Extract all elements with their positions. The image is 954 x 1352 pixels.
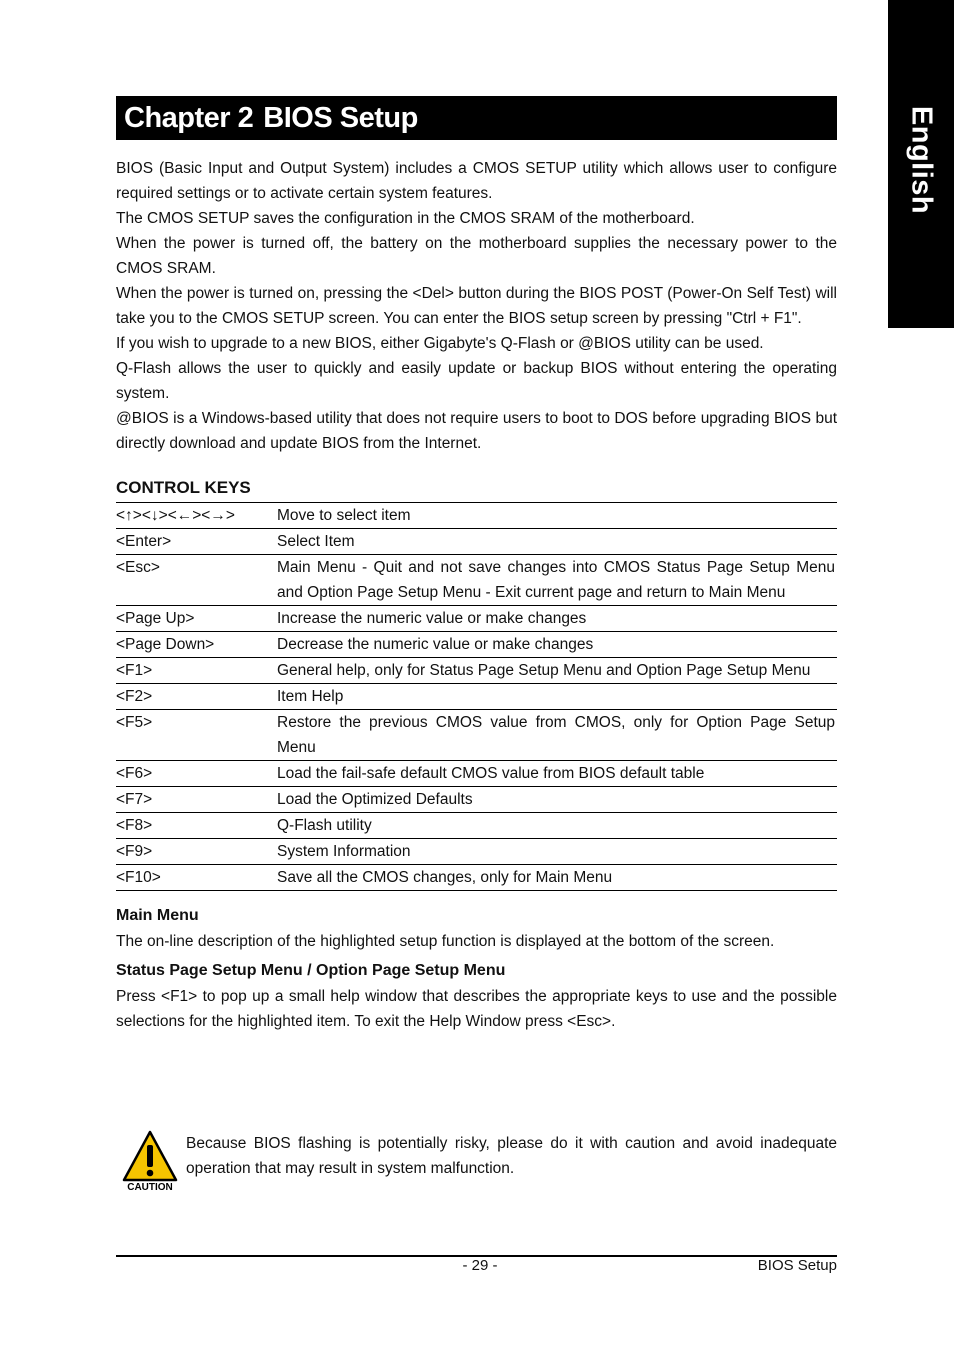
status-menu-text: Press <F1> to pop up a small help window that describes the appropriate keys to use and the possible selections for the highlighted item. To exit the Help Window press <Esc>. bbox=[116, 988, 837, 1030]
chapter-heading bbox=[116, 96, 837, 140]
caution-icon bbox=[120, 1130, 180, 1194]
description-cell: Move to select item bbox=[277, 507, 411, 524]
table-row bbox=[116, 839, 837, 865]
table-row bbox=[116, 529, 837, 555]
control-keys-table bbox=[116, 502, 837, 891]
table-row bbox=[116, 606, 837, 632]
key-cell: <F8> bbox=[116, 817, 153, 834]
description-cell: Item Help bbox=[277, 688, 344, 705]
table-row bbox=[116, 684, 837, 710]
key-cell: <F10> bbox=[116, 869, 161, 886]
intro-paragraph: When the power is turned off, the battery on the motherboard supplies the necessary power to the CMOS SRAM. bbox=[116, 235, 837, 277]
description-cell: Main Menu - Quit and not save changes into CMOS Status Page Setup Menu and Option Page Setup Menu - Exit current page and return to Main Menu bbox=[277, 559, 835, 601]
language-tab bbox=[888, 0, 954, 328]
caution-text: Because BIOS flashing is potentially risky, please do it with caution and avoid inadequate operation that may result in system malfunction. bbox=[186, 1135, 837, 1177]
key-cell: <↑><↓><←><→> bbox=[116, 507, 235, 524]
table-row bbox=[116, 555, 837, 606]
intro-paragraph: If you wish to upgrade to a new BIOS, either Gigabyte's Q-Flash or @BIOS utility can be used. bbox=[116, 335, 764, 352]
description-cell: General help, only for Status Page Setup Menu and Option Page Setup Menu bbox=[277, 662, 811, 679]
table-row bbox=[116, 865, 837, 891]
chapter-number: Chapter 2 bbox=[124, 102, 254, 134]
description-cell: Load the fail-safe default CMOS value from BIOS default table bbox=[277, 765, 705, 782]
key-cell: <F5> bbox=[116, 714, 153, 731]
description-cell: Save all the CMOS changes, only for Main Menu bbox=[277, 869, 613, 886]
table-row bbox=[116, 710, 837, 761]
table-row bbox=[116, 632, 837, 658]
description-cell: Increase the numeric value or make changes bbox=[277, 610, 587, 627]
page-number: - 29 - bbox=[462, 1257, 498, 1274]
table-row bbox=[116, 503, 837, 529]
main-menu-heading: Main Menu bbox=[116, 907, 199, 924]
table-row bbox=[116, 813, 837, 839]
table-row bbox=[116, 761, 837, 787]
table-row bbox=[116, 787, 837, 813]
key-cell: <F1> bbox=[116, 662, 153, 679]
key-cell: <F9> bbox=[116, 843, 153, 860]
intro-paragraph: The CMOS SETUP saves the configuration in the CMOS SRAM of the motherboard. bbox=[116, 210, 695, 227]
key-cell: <Page Up> bbox=[116, 610, 195, 627]
status-menu-heading: Status Page Setup Menu / Option Page Setup Menu bbox=[116, 962, 506, 979]
key-cell: <F6> bbox=[116, 765, 153, 782]
page-content bbox=[116, 156, 837, 1034]
description-cell: Select Item bbox=[277, 533, 355, 550]
main-menu-text: The on-line description of the highlighted setup function is displayed at the bottom of the screen. bbox=[116, 933, 775, 950]
intro-paragraph: When the power is turned on, pressing the <Del> button during the BIOS POST (Power-On Self Test) will take you to the CMOS SETUP screen. You can enter the BIOS setup screen by pressing "Ctrl + F1". bbox=[116, 285, 837, 327]
key-cell: <Page Down> bbox=[116, 636, 215, 653]
intro-paragraph: BIOS (Basic Input and Output System) includes a CMOS SETUP utility which allows user to configure required settings or to activate certain system features. bbox=[116, 160, 837, 202]
key-cell: <Enter> bbox=[116, 533, 172, 550]
description-cell: System Information bbox=[277, 843, 411, 860]
intro-paragraph: @BIOS is a Windows-based utility that does not require users to boot to DOS before upgrading BIOS but directly download and update BIOS from the Internet. bbox=[116, 410, 837, 452]
language-tab-label: English bbox=[905, 105, 938, 215]
key-cell: <F2> bbox=[116, 688, 153, 705]
description-cell: Q-Flash utility bbox=[277, 817, 372, 834]
description-cell: Decrease the numeric value or make changes bbox=[277, 636, 594, 653]
table-row bbox=[116, 658, 837, 684]
description-cell: Restore the previous CMOS value from CMOS, only for Option Page Setup Menu bbox=[277, 714, 835, 756]
key-cell: <Esc> bbox=[116, 559, 160, 576]
chapter-title: BIOS Setup bbox=[263, 102, 418, 134]
key-cell: <F7> bbox=[116, 791, 153, 808]
control-keys-heading: CONTROL KEYS bbox=[116, 478, 251, 497]
intro-paragraph: Q-Flash allows the user to quickly and easily update or backup BIOS without entering the operating system. bbox=[116, 360, 837, 402]
caution-icon-label: CAUTION bbox=[127, 1182, 173, 1193]
description-cell: Load the Optimized Defaults bbox=[277, 791, 473, 808]
footer-section-label: BIOS Setup bbox=[757, 1257, 837, 1274]
